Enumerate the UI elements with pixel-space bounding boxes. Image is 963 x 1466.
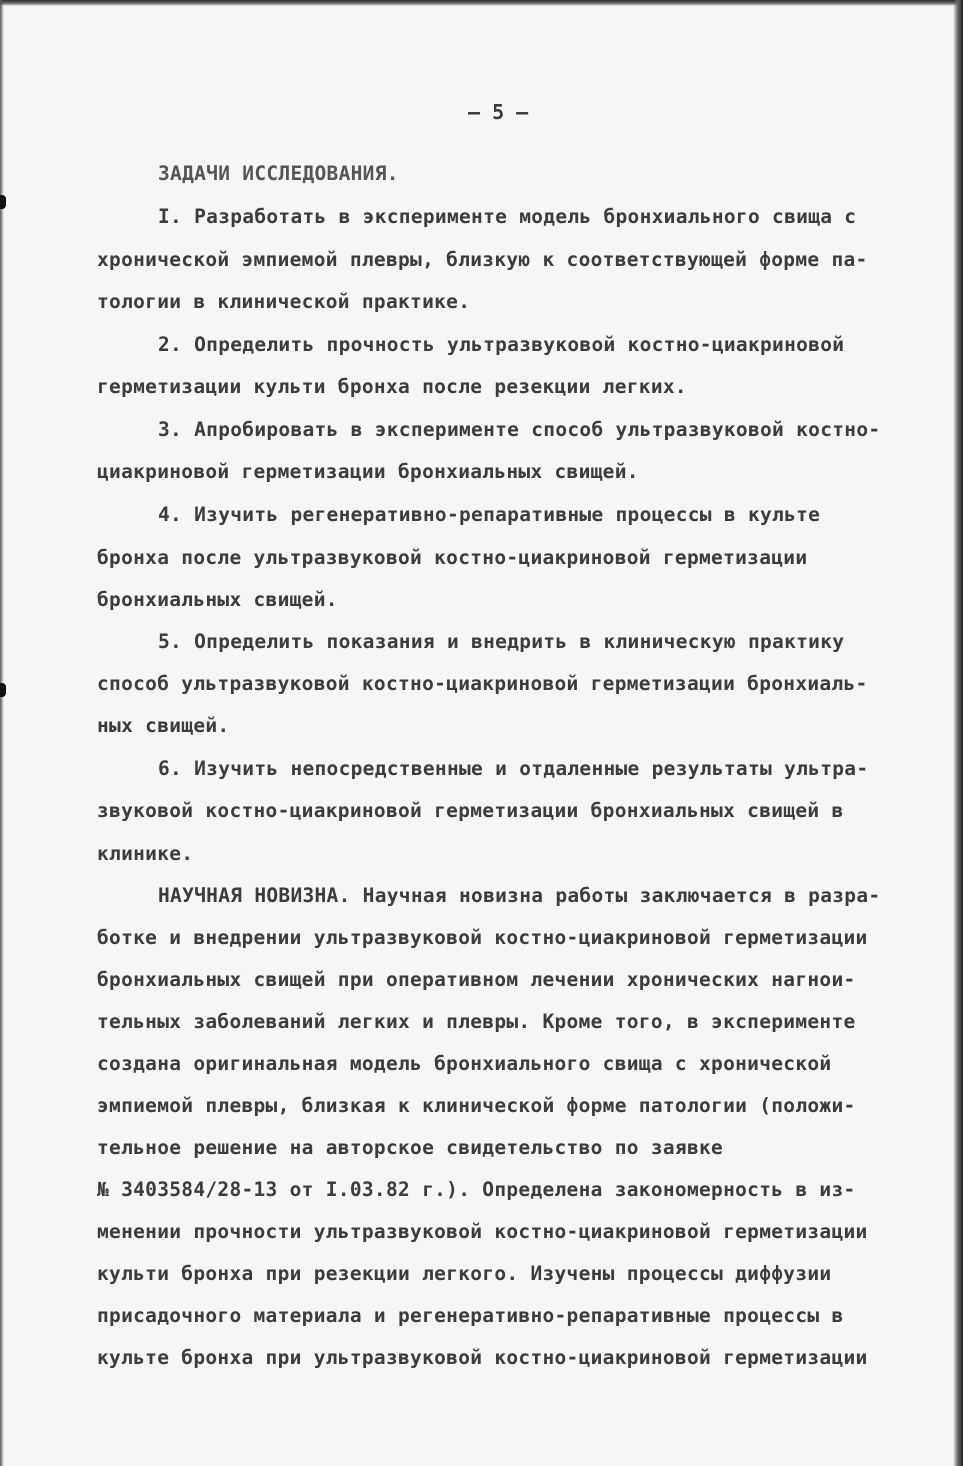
text-line: бронха после ультразвуковой костно-циакриновой герметизации: [97, 546, 808, 569]
text-line: звуковой костно-циакриновой герметизации бронхиальных свищей в: [97, 799, 844, 822]
text-line: культи бронха при резекции легкого. Изучены процессы диффузии: [97, 1262, 832, 1285]
page-number: – 5 –: [468, 100, 529, 124]
text-line: 6. Изучить непосредственные и отдаленные результаты ультра-: [158, 757, 869, 780]
text-line: тельных заболеваний легких и плевры. Кроме того, в эксперименте: [97, 1010, 856, 1033]
text-line: герметизации культи бронха после резекции легких.: [97, 375, 687, 398]
text-line: эмпиемой плевры, близкая к клинической форме патологии (положи-: [97, 1094, 856, 1117]
text-line: I. Разработать в эксперименте модель бронхиального свища с: [158, 205, 857, 228]
text-line: 2. Определить прочность ультразвуковой костно-циакриновой: [158, 333, 845, 356]
text-line: хронической эмпиемой плевры, близкую к соответствующей форме па-: [97, 248, 868, 271]
text-line: тологии в клинической практике.: [97, 290, 471, 313]
text-line: бронхиальных свищей при оперативном лечении хронических нагнои-: [97, 968, 856, 991]
text-line: тельное решение на авторское свидетельство по заявке: [97, 1136, 724, 1159]
scan-right-edge: [953, 0, 963, 1466]
scan-top-edge: [0, 0, 963, 6]
text-line: создана оригинальная модель бронхиального свища с хронической: [97, 1052, 832, 1075]
text-line: циакриновой герметизации бронхиальных свищей.: [97, 460, 639, 483]
text-line: менении прочности ультразвуковой костно-циакриновой герметизации: [97, 1220, 868, 1243]
text-line: ботке и внедрении ультразвуковой костно-циакриновой герметизации: [97, 926, 868, 949]
text-line: 4. Изучить регенеративно-репаративные процессы в культе: [158, 503, 821, 526]
section-heading: ЗАДАЧИ ИССЛЕДОВАНИЯ.: [158, 162, 399, 185]
text-line: № 3403584/28-13 от I.03.82 г.). Определена закономерность в из-: [97, 1178, 856, 1201]
text-line: культе бронха при ультразвуковой костно-циакриновой герметизации: [97, 1346, 868, 1369]
text-line: 3. Апробировать в эксперименте способ ультразвуковой костно-: [158, 418, 881, 441]
text-line: ных свищей.: [97, 714, 230, 737]
text-line: клинике.: [97, 842, 194, 865]
text-line: 5. Определить показания и внедрить в клиническую практику: [158, 630, 845, 653]
text-line: бронхиальных свищей.: [97, 588, 338, 611]
text-line: НАУЧНАЯ НОВИЗНА. Научная новизна работы заключается в разра-: [158, 884, 881, 907]
text-line: присадочного материала и регенеративно-репаративные процессы в: [97, 1304, 844, 1327]
text-line: способ ультразвуковой костно-циакриновой герметизации бронхиаль-: [97, 672, 868, 695]
